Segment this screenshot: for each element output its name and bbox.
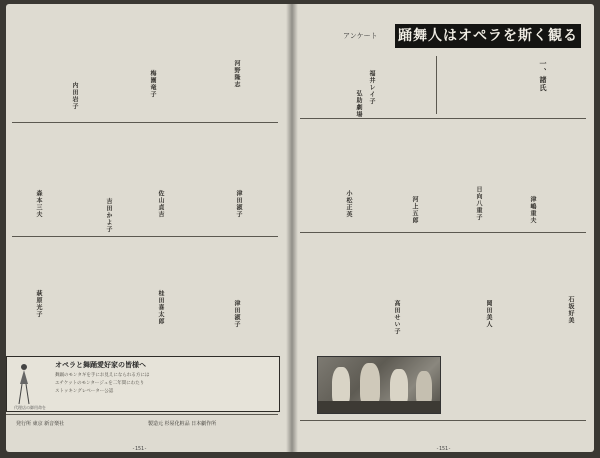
text-column bbox=[176, 242, 270, 346]
contributor-name: 岡田美人 bbox=[485, 300, 492, 328]
column-rule bbox=[12, 122, 278, 123]
column-rule bbox=[300, 232, 586, 233]
contributor-name: 小松正英 bbox=[345, 190, 352, 218]
ad-line: エチケットのモンタージュを二年間にわたり bbox=[55, 381, 145, 386]
text-column bbox=[422, 124, 470, 226]
contributor-name: 森本三夫 bbox=[35, 190, 42, 218]
contributor-name: 津田淑子 bbox=[233, 300, 240, 328]
performance-photo bbox=[317, 356, 441, 414]
contributor-name: 河上五郎 bbox=[411, 196, 418, 224]
text-column bbox=[300, 238, 386, 344]
ad-title: オペラと舞踊愛好家の皆様へ bbox=[55, 361, 146, 369]
page-number: -151- bbox=[132, 446, 148, 452]
divider bbox=[300, 420, 586, 421]
publisher-info: 発行所 東京 新音楽社 bbox=[16, 421, 65, 427]
text-column bbox=[88, 14, 168, 114]
contributor-name: 萩原光子 bbox=[35, 290, 42, 318]
contributor-name: 高田せい子 bbox=[393, 300, 400, 335]
question-heading: 一、諸氏 bbox=[539, 60, 548, 92]
text-column bbox=[496, 238, 562, 344]
contributor-name: 吉田かよ子 bbox=[105, 198, 112, 233]
contributor-name: 内田岩子 bbox=[71, 82, 78, 110]
survey-label: アンケート bbox=[343, 32, 378, 40]
contributor-name: 佐山貞吉 bbox=[157, 190, 164, 218]
text-column bbox=[302, 58, 350, 112]
ad-line: ストッキングレベーター公認 bbox=[55, 389, 114, 394]
ad-body-text bbox=[160, 372, 270, 402]
text-column bbox=[356, 124, 408, 226]
text-column bbox=[486, 124, 526, 226]
contributor-name: 石坂好美 bbox=[567, 296, 574, 324]
text-column bbox=[12, 242, 82, 346]
contributor-name: 桂田喜太郎 bbox=[157, 290, 164, 325]
text-column bbox=[176, 14, 270, 114]
subheading: 弘助劇場 bbox=[355, 90, 362, 118]
book-gutter bbox=[286, 4, 298, 452]
question-text bbox=[440, 58, 514, 112]
text-column bbox=[12, 128, 82, 228]
contributor-name: 日向八重子 bbox=[475, 186, 482, 221]
ad-illustration bbox=[14, 362, 34, 406]
page-number: -151- bbox=[436, 446, 452, 452]
contributor-name: 福井レイ子 bbox=[368, 70, 375, 105]
contributor-name: 梅園竜子 bbox=[149, 70, 156, 98]
text-column bbox=[176, 128, 270, 228]
article-title: 踊舞人はオペラを斯く観る bbox=[395, 24, 581, 48]
text-column bbox=[540, 124, 586, 226]
contributor-name: 河野隆志 bbox=[233, 60, 240, 88]
divider bbox=[6, 414, 278, 415]
ad-caption: 代理店の御用命を bbox=[14, 405, 46, 410]
ad-line: 舞踊のモンタギを手にお見えになられる方には bbox=[55, 373, 150, 378]
question-text bbox=[518, 58, 534, 112]
contributor-name: 津嶋重夫 bbox=[529, 196, 536, 224]
column-rule bbox=[436, 56, 437, 114]
text-column bbox=[300, 124, 340, 226]
column-rule bbox=[12, 236, 278, 237]
manufacturer-info: 製造元 杉屋化粧品 日本劇作所 bbox=[148, 421, 217, 427]
contributor-name: 津田淑子 bbox=[235, 190, 242, 218]
column-rule bbox=[300, 118, 586, 119]
text-column bbox=[404, 238, 480, 344]
photo-caption bbox=[442, 362, 472, 406]
